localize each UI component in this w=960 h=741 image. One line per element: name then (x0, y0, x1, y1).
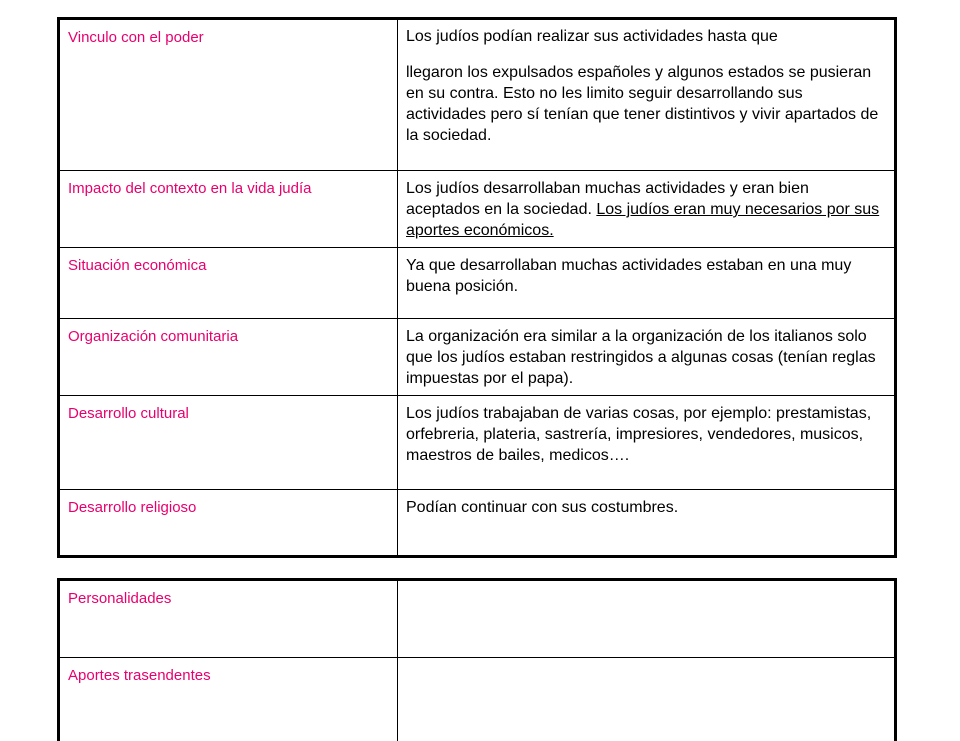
row-desc-cultural: Los judíos trabajaban de varias cosas, por ejemplo: prestamistas, orfebreria, plateria, sastrería, impresiores, vendedores, musicos, maestros de bailes, medicos…. (398, 396, 896, 490)
row-label-organizacion: Organización comunitaria (59, 319, 398, 396)
row-desc-aportes (398, 658, 896, 741)
row-label-situacion: Situación económica (59, 248, 398, 319)
table-row (59, 248, 896, 319)
table-row (59, 490, 896, 557)
row-label-impacto: Impacto del contexto en la vida judía (59, 171, 398, 248)
row-desc-situacion: Ya que desarrollaban muchas actividades estaban en una muy buena posición. (398, 248, 896, 319)
desc-line: Los judíos podían realizar sus actividades hasta que (406, 26, 886, 47)
desc-text: Los judíos desarrollaban muchas actividades y eran bien aceptados en la sociedad. (406, 180, 809, 218)
row-desc-religioso: Podían continuar con sus costumbres. (398, 490, 896, 557)
row-desc-personalidades (398, 580, 896, 658)
info-table (57, 17, 897, 558)
row-label-religioso: Desarrollo religioso (59, 490, 398, 557)
row-desc-vinculo (398, 19, 896, 171)
personalities-table (57, 578, 897, 741)
table-row (59, 580, 896, 658)
table-row (59, 19, 896, 171)
table-row (59, 396, 896, 490)
table-row (59, 319, 896, 396)
table-row (59, 658, 896, 741)
row-label-cultural: Desarrollo cultural (59, 396, 398, 490)
table-row (59, 171, 896, 248)
desc-text: llegaron los expulsados españoles y algunos estados se pusieran en su contra. Esto no les limito seguir desarrollando sus actividades pero sí tenían que tener distintivos y vivir apartados de la sociedad. (406, 64, 878, 144)
desc-underlined-text: Los judíos eran muy necesarios por sus aportes económicos. (406, 201, 879, 239)
row-label-personalidades: Personalidades (59, 580, 398, 658)
row-label-aportes: Aportes trasendentes (59, 658, 398, 741)
row-desc-impacto (398, 171, 896, 248)
row-desc-organizacion: La organización era similar a la organización de los italianos solo que los judíos estaban restringidos a algunas cosas (tenían reglas impuestas por el papa). (398, 319, 896, 396)
row-label-vinculo: Vinculo con el poder (59, 19, 398, 171)
